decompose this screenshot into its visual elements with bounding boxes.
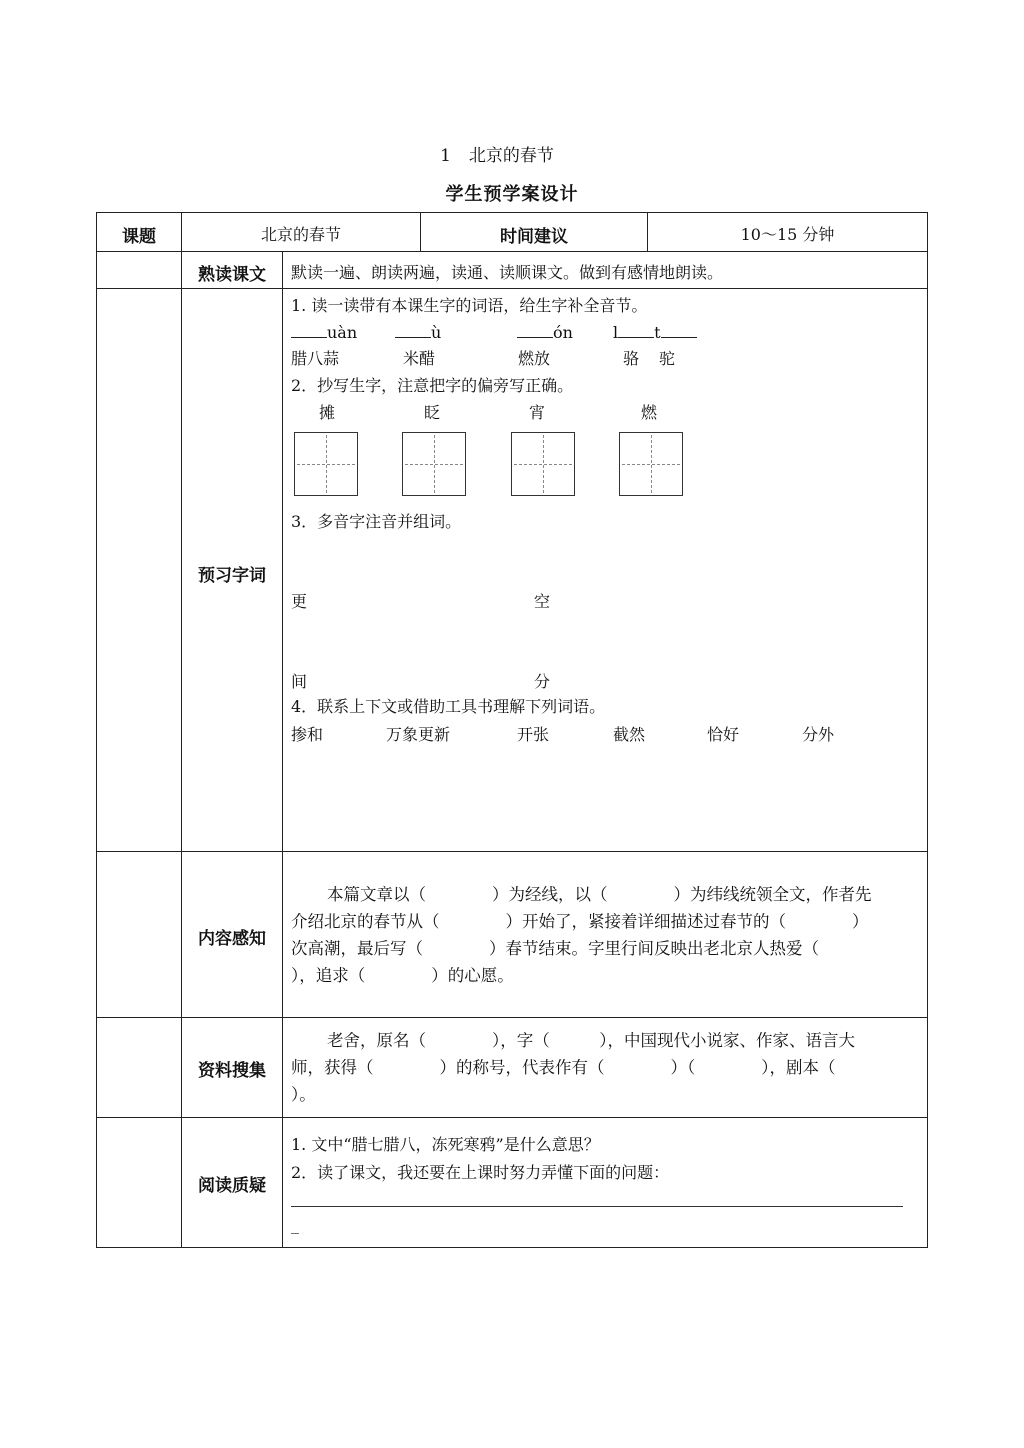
word-2: 米醋 [403,349,436,368]
answer-line[interactable] [291,1206,903,1207]
time-value: 10～15 分钟 [740,225,835,244]
topic-label: 课题 [122,227,156,247]
copy-char-3: 宵 [529,403,546,422]
reading-instruction: 默读一遍、朗读两遍，读通、读顺课文。做到有感情地朗读。 [291,263,724,282]
preview-q3: 3．多音字注音并组词。 [291,512,462,531]
topic-value: 北京的春节 [260,225,341,244]
word-5: 驼 [659,349,676,368]
vocab-6: 分外 [802,725,835,744]
lesson-heading [0,141,1024,166]
question-label: 阅读质疑 [198,1176,266,1196]
resource-paragraph: 老舍，原名（ ），字（ ），中国现代小说家、作家、语言大 师，获得（ ）的称号，代表作有（ ）（ ），剧本（ ）。 [291,1031,855,1104]
word-4: 骆 [623,349,640,368]
preview-label: 预习字词 [198,566,266,586]
preview-q2: 2．抄写生字，注意把字的偏旁写正确。 [291,376,574,395]
vocab-5: 恰好 [707,725,740,744]
copy-char-2: 眨 [424,403,441,422]
writing-grid-2[interactable] [402,432,466,496]
vocab-1: 掺和 [291,725,324,744]
preview-q4: 4．联系上下文或借助工具书理解下列词语。 [291,697,606,716]
pinyin-blank-3[interactable]: ón [517,323,573,342]
lesson-number: 1 [440,146,451,166]
vocab-4: 截然 [613,725,646,744]
word-3: 燃放 [518,349,551,368]
vocab-2: 万象更新 [386,725,451,744]
writing-grid-3[interactable] [511,432,575,496]
lesson-title: 北京的春节 [468,146,554,166]
content-paragraph: 本篇文章以（ ）为经线，以（ ）为纬线统领全文，作者先 介绍北京的春节从（ ）开始了，紧接着详细描述过春节的（ ） 次高潮，最后写（ ）春节结束。字里行间反映出老北京人热爱（ ），追求（ ）的心愿。 [291,885,872,985]
reading-label: 熟读课文 [198,265,266,285]
writing-grid-1[interactable] [294,432,358,496]
time-label: 时间建议 [500,227,568,247]
question-q1: 1. 文中“腊七腊八，冻死寒鸦”是什么意思？ [291,1135,600,1154]
copy-char-4: 燃 [641,403,658,422]
vocab-3: 开张 [517,725,550,744]
poly-char-2: 空 [534,592,551,611]
question-q2: 2．读了课文，我还要在上课时努力弄懂下面的问题： [291,1163,670,1182]
poly-char-4: 分 [534,672,551,691]
pinyin-blank-4[interactable]: l t [613,323,697,342]
poly-char-3: 间 [291,672,308,691]
copy-char-1: 摊 [319,403,336,422]
page-subtitle: 学生预学案设计 [445,184,579,205]
poly-char-1: 更 [291,592,308,611]
writing-grid-4[interactable] [619,432,683,496]
word-1: 腊八蒜 [291,349,340,368]
worksheet-table [96,212,928,1248]
pinyin-blank-2[interactable]: ù [395,323,441,342]
content-label: 内容感知 [198,929,266,949]
resource-label: 资料搜集 [198,1061,266,1081]
answer-tail: _ [291,1215,299,1234]
preview-q1: 1. 读一读带有本课生字的词语，给生字补全音节。 [291,296,648,315]
pinyin-blank-1[interactable]: uàn [291,323,357,342]
